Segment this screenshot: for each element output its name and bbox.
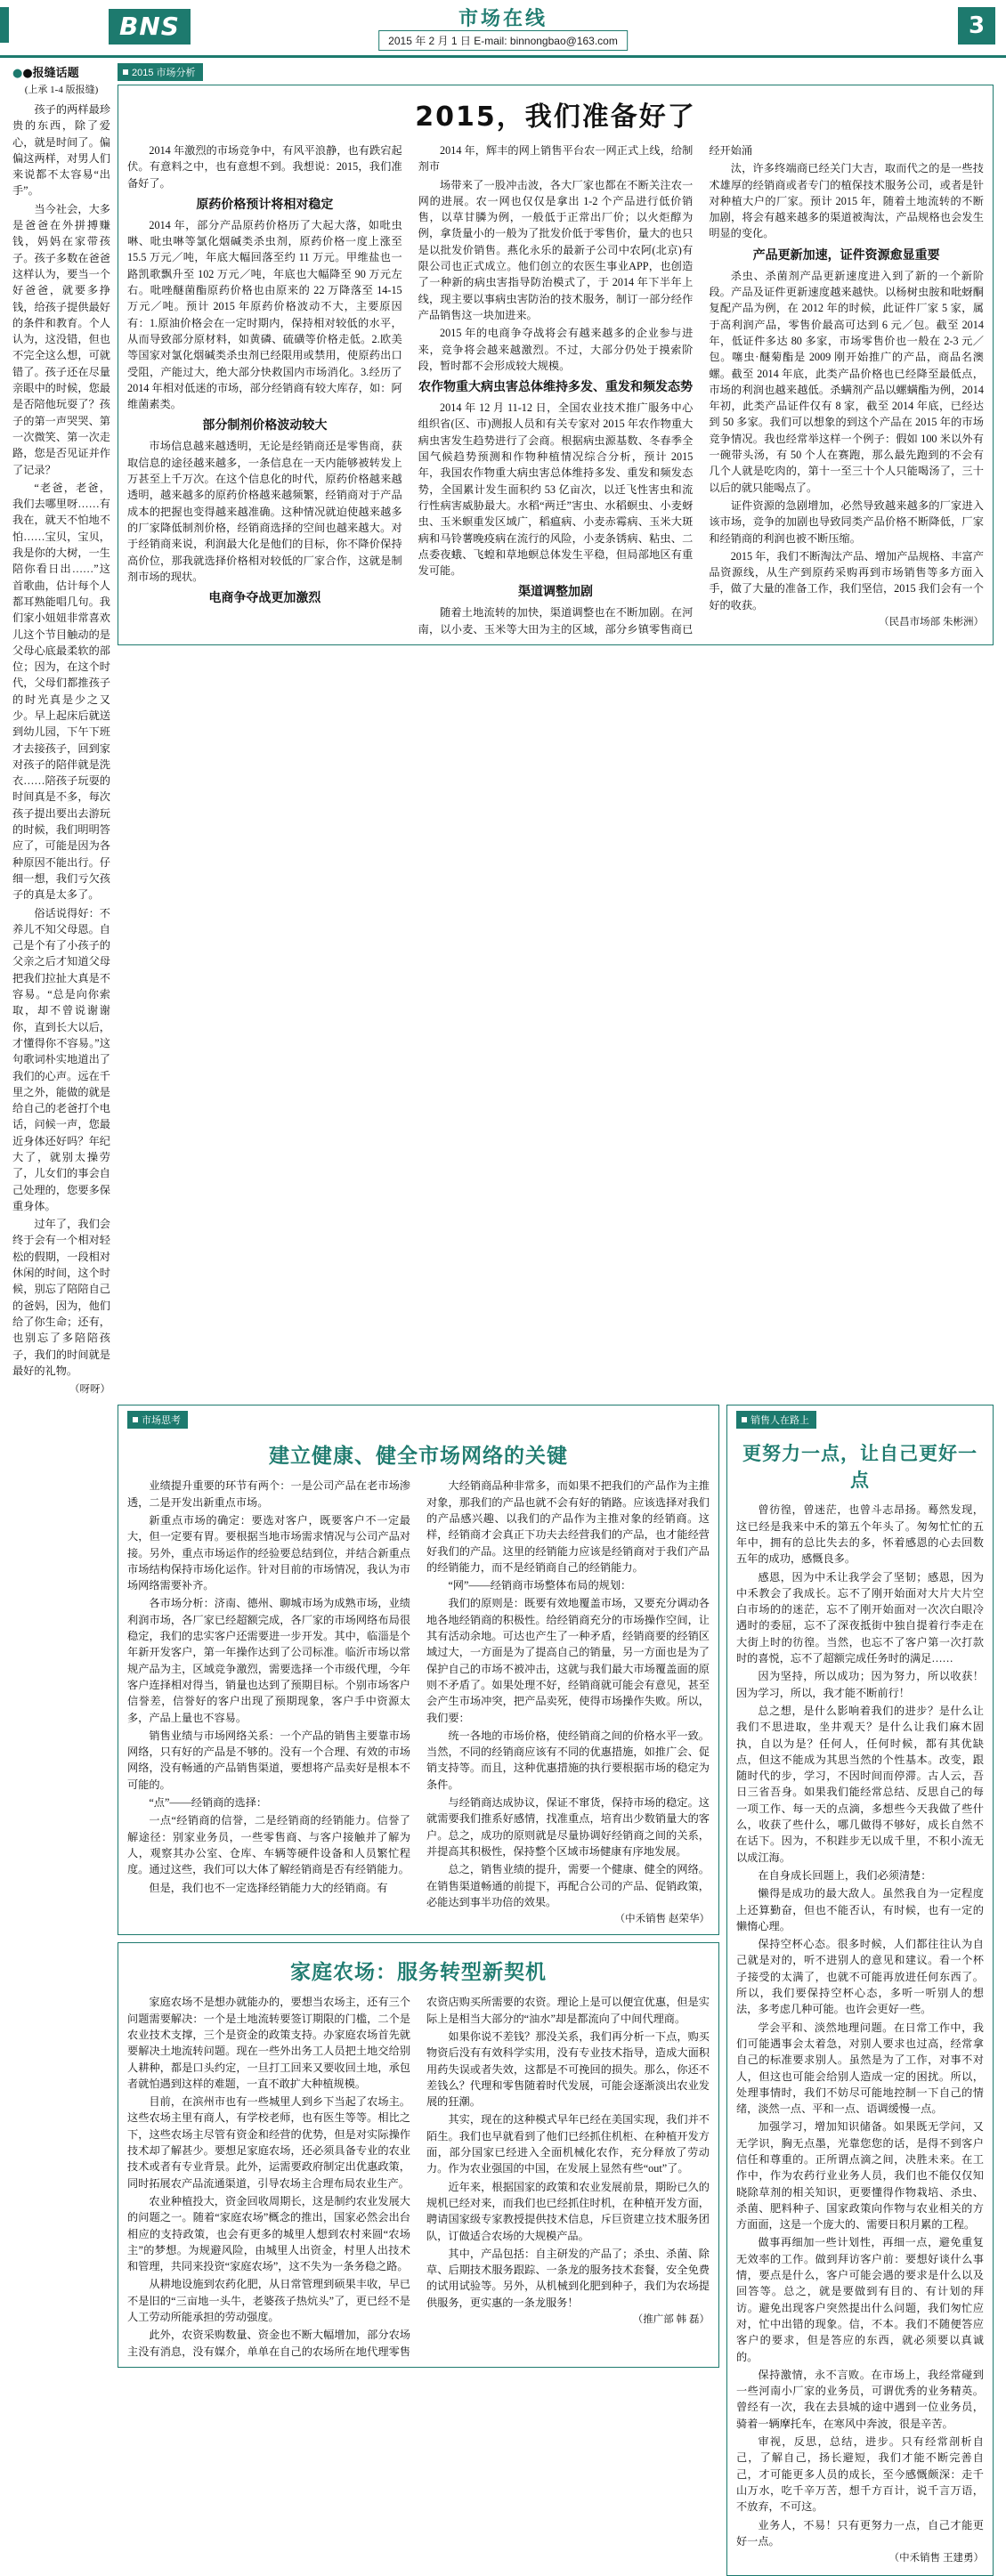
article-sales-label bbox=[736, 1411, 816, 1429]
lower-area bbox=[12, 1405, 994, 2576]
paragraph: 2015 年，我们不断淘汰产品、增加产品规格、丰富产品资源线，从生产到原药采购再到市场销售等多方面入手，做了大量的准备工作，我们坚信，2015 我们会有一个好的收获。 bbox=[709, 549, 984, 612]
subheading: 电商争夺战更加激烈 bbox=[208, 591, 321, 606]
paragraph: 销售业绩与市场网络关系：一个产品的销售主要靠市场网络，只有好的产品是不够的。没有一个合理、有效的市场网络，没有畅通的产品销售渠道，要想将产品卖好是根本不可能的。 bbox=[127, 1729, 410, 1791]
paragraph: 与经销商达成协议，保证不窜货，保持市场的稳定。这就需要我们推系好感情，找准重点，培育出少数销量大的客户。总之，成功的原则就是尽量协调好经销商之间的关系，并提高其积极性，保持整个区域市场健康有序地发展。 bbox=[426, 1796, 710, 1858]
paragraph: 学会平和、淡然地理问题。在日常工作中，我们可能遇事会太着急，对别人要求也过高，经常拿自己的标准要求别人。虽然是为了工作，对事不对人，但这也可能会给别人造成一定的困扰。所以，处理事情时，我们不妨尽可能地控制一下自己的情绪，淡然一点、平和一点、语调缓慢一点。 bbox=[736, 2021, 984, 2116]
paragraph: 证件资源的急剧增加，必然导致越来越多的厂家进入该市场，竞争的加剧也导致同类产品价格不断降低，厂家和经销商的利润也被不断压缩。 bbox=[709, 498, 984, 545]
paragraph: “网”——经销商市场整体布局的规划： bbox=[448, 1579, 632, 1592]
paragraph: 但是，我们也不一定选择经销能力大的经销商。有 bbox=[149, 1881, 388, 1894]
paragraph: 近年来，根据国家的政策和农业发展前景，期盼已久的规机已经对来，而我们也已经抓住时机，在种植开发方面，聘请国家级专家教授提供技术信息，斥巨资建立技术服务团队，订做适合农场的大规模产品。 bbox=[426, 2180, 710, 2242]
article-gap bbox=[118, 1935, 719, 1942]
paragraph: 总之，销售业绩的提升，需要一个健康、健全的网络。在销售渠道畅通的前提下，再配合公司的产品、促销政策，必能达到事半功倍的效果。 bbox=[426, 1863, 710, 1908]
article-sales-body bbox=[736, 1502, 984, 2566]
article-network-label bbox=[127, 1411, 188, 1429]
bullet-dot-icon: ● bbox=[12, 67, 23, 80]
side-column-label-text: ●报缝话题 bbox=[22, 67, 79, 80]
paragraph: 因为坚持，所以成功；因为努力，所以收获！因为学习，所以，我才能不断前行！ bbox=[736, 1670, 984, 1699]
paragraph: 业绩提升重要的环节有两个：一是公司产品在老市场渗透，二是开发出新重点市场。 bbox=[127, 1479, 410, 1509]
paragraph: 各市场分析：济南、德州、聊城市场为成熟市场，业绩利润市场，各厂家已经超额完成，各厂家的市场网络布局很稳定，我们的忠实客户还需要进一步开发。其中，临淄是个年新开发客户，第一年操作达到了公司标准。临沂市场以常规产品为主，区域竞争激烈，需要选择一个市级代理，今年客户连择相对得当，销量也达到了预期目标。个别市场客户信誉差，信誉好的客户出现了预期现象，客户手中资源太多，产品上量也不容易。 bbox=[127, 1597, 410, 1724]
side-column-label bbox=[12, 63, 110, 80]
paragraph: 随着土地流转的加快，渠道调整也在不断加剧。在河南，以小麦、玉米等大田为主的区域，部分乡镇零售商已经开始涌 bbox=[418, 144, 753, 636]
side-column bbox=[12, 63, 110, 1397]
paragraph: 市场信息越来越透明，无论是经销商还是零售商，获取信息的途径越来越多，一条信息在一天内能够被转发上万甚至上千万次。在这个信息化的时代，原药价格越来越透明，越来越多的原药价格越来越频繁，经销商对于产品成本的把握也变得越来越准确。这种情况就迫使越来越多的厂家降低制剂价格，经销商选择的空间也越来越大。对于经销商来说，利润最大化是他们的目标，你不降价保持高价位，那我就选择价格相对较低的厂家合作，这就是制剂市场的现状。 bbox=[127, 440, 402, 583]
paragraph: 新重点市场的确定：要选对客户，既要客户不一定最大，但一定要有胃。要根据当地市场需求情况与公司产品对接。另外，重点市场运作的经验要总结到位，并结合新重点市场结构保持市场化运作。针对目前的市场情况，我认为市场网络需要补齐。 bbox=[127, 1514, 410, 1592]
side-column-body bbox=[12, 101, 110, 1397]
subheading: 产品更新加速，证件资源愈显重要 bbox=[752, 247, 940, 263]
main-article-byline: （民昌市场部 朱彬洲） bbox=[879, 617, 984, 628]
paragraph: “点”——经销商的选择： bbox=[149, 1796, 268, 1810]
paragraph: 过年了，我们会终于会有一个相对轻松的假期，一段相对休闲的时间，这个时候，别忘了陪陪自己的爸妈，因为，他们给了你生命；还有，也别忘了多陪陪孩子，我们的时间就是最好的礼物。 bbox=[12, 1218, 110, 1377]
paragraph: 做事再细加一些计划性，再细一点，避免重复无效率的工作。做到拜访客户前：要想好谈什么事情，要点是什么，客户可能会遇的要求是什么以及回答等。总之，就是要做到有目的、有计划的拜访。避免出现客户突然提出什么问题，我们匆忙应对，忙中出错的现象。信，不本。我们不随便答应客户的要求，但是答应的东西，就必须要以真诚的。 bbox=[736, 2236, 984, 2363]
paragraph: 感恩，因为中禾让我学会了坚韧；感恩，因为中禾教会了我成长。忘不了刚开始面对大片大片空白市场的的迷茫，忘不了刚开始面对一次次白眼冷遇时的委屈，忘不了深夜抵街中独自提着行李走在大街上时的彷徨。当然，也忘不了客户第一次打款时的喜悦，忘不了超额完成任务时的满足…… bbox=[736, 1570, 984, 1665]
paragraph: 场带来了一股冲击波，各大厂家也都在不断关注农一网的进展。农一网也仅仅是拿出 1-2 个产品进行低价销售，以草甘膦为例，一般低于正常出厂价；以火炬醇为例，拿货量小的一般为了批发价低于零售价，量大的也只是以批发价销售。燕化永乐的最新子公司中农阿(北京)有限公司也正式成立。他们创立的农医生事业APP，也创造了一种新的病虫害指导防治模式了，于 2014 年下半年上线，现主要以事病虫害防治的技术服务，制订一部分经作产品销售这一块加进来。 bbox=[418, 178, 694, 321]
paragraph: 审视，反思，总结，进步。只有经常剖析自己，了解自己，扬长避短，我们才能不断完善自己，才可能更多人员的成长，至今感慨颇深：走千山万水，吃千辛万苦，想千方百计，说千言万语，不放弃，不可这。 bbox=[736, 2435, 984, 2514]
side-column-note: (上承 1-4 版报缝) bbox=[24, 85, 99, 95]
page-body bbox=[0, 58, 1006, 2576]
paragraph: 从耕地设施到农药化肥，从日常管理到硕果丰收，早已不是旧的“三亩地一头牛，老婆孩子热炕头”了，更已经不是人工劳动所能承担的劳动强度。 bbox=[127, 2278, 410, 2324]
paragraph: 家庭农场不是想办就能办的，要想当农场主，还有三个问题需要解决：一个是土地流转要签订期限的门槛，二个是农业技术支撑，三个是资金的政策支持。办家庭农场首先就要解决土地流转问题。现在一些外出务工人员把土地交给别人耕种，都是口头约定，一旦打工回来又要收回土地，承包者就怕遇到这样的难题，一直不敢扩大种植规模。 bbox=[127, 1996, 410, 2090]
article-network-label-text: 市场思考 bbox=[142, 1415, 181, 1427]
section-title: 市场在线 bbox=[458, 8, 548, 30]
article-network-byline: （中禾销售 赵荣华） bbox=[614, 1914, 710, 1925]
paragraph: 2014 年 12 月 11-12 日，全国农业技术推广服务中心组织省(区、市)测报人员和有关专家对 2015 年农作物重大病虫害发生趋势进行了会商。根据病虫源基数、冬春季全国气候趋势预测和作物种植情况综合分析，预计 2015 年，我国农作物重大病虫害总体维持多发、重发和频发态势，全国累计发生面积约 53 亿亩次，以迁飞性害虫和流行性病害威胁最大。水稻“两迁”害虫、水稻螟虫、小麦蚜虫、玉米螟重发区域广，稻瘟病、小麦赤霉病、玉米大斑病和马铃薯晚疫病在流行的风险，小麦条锈病、粘虫、二点委夜蛾、飞蝗和草地螟总体发生平稳，但局部地区有重发可能。 bbox=[418, 401, 694, 578]
main-article bbox=[118, 63, 994, 1397]
subheading: 农作物重大病虫害总体维持多发、重发和频发态势 bbox=[418, 380, 693, 395]
main-article-columns bbox=[127, 142, 984, 637]
article-network bbox=[118, 1405, 719, 1935]
paragraph: 保持激情，永不言败。在市场上，我经常碰到一些河南小厂家的业务员，可谓优秀的业务精英。曾经有一次，我在去县城的途中遇到一位业务员，骑着一辆摩托车，在寒风中奔波，很是辛苦。 bbox=[736, 2368, 984, 2430]
article-sales-title: 更努力一点，让自己更好一点 bbox=[742, 1443, 978, 1492]
subheading: 渠道调整加剧 bbox=[517, 585, 593, 600]
paragraph: 农业种植投大，资金回收周期长，这是制约农业发展大的问题之一。随着“家庭农场”概念的推出，国家必然会出台相应的支持政策，也会有更多的城里人想到农村来圆“农场主”的梦想。为规避风险，由城里人出资金，村里人出技术和管理，共同来投资“家庭农场”，这不失为一条务稳之路。 bbox=[127, 2194, 410, 2273]
square-icon bbox=[123, 69, 128, 75]
paragraph: 当今社会，大多是爸爸在外拼搏赚钱，妈妈在家带孩子。孩子多数在爸爸这样认为，要当一个好爸爸，就要多挣钱，给孩子提供最好的条件和教育。个人认为，这没错，但也不完全这么想，可就错了。孩子还在尽量亲眼中的时候，您最是否陪他玩耍了？孩子的第一声哭哭、第一次微笑、第一次走路，您是否见证并作了记录？ bbox=[12, 202, 110, 476]
article-sales-byline: （中禾销售 王建勇） bbox=[888, 2553, 984, 2564]
paragraph: 统一各地的市场价格，使经销商之间的价格水平一致。当然，不同的经销商应该有不同的优惠措施，如推广会、促销支持等。而且，这种优惠措施的执行要根据市场的稳定为条件。 bbox=[426, 1729, 710, 1791]
paragraph: 2014 年激烈的市场竞争中，有风平浪静，也有跌宕起伏。有意料之中，也有意想不到。我想说：2015，我们准备好了。 bbox=[127, 144, 402, 190]
top-area bbox=[12, 63, 994, 1397]
lower-middle-column bbox=[118, 1405, 719, 2576]
square-icon bbox=[133, 1417, 138, 1422]
paragraph: 杀虫、杀菌剂产品更新速度进入到了新的一个新阶段。产品及证件更新速度越来越快。以杨树虫胺和吡蚜酮复配产品为例，在 2012 年的时候，此证件厂家 5 家，属于高利润产品，零售价最高可达到 6 元／包。截至 2014 年，低证件多达 80 多家，市场零售价也一般在 2-3 元／包。噻虫·醚菊酯是 2009 刚开始推广的产品，商品名澳螺。截至 2014 年底，此类产品价格也已经降至最低点，市场的利润也越来越低。杀螨剂产品以螺螨酯为例，2014 年初，此类产品证件仅有 8 家，截至 2014 年底，已经达到 50 多家。我们可以想象的到这个产品在 2015 年的市场竞争情况。我也经常举这样一个例子：假如 100 米以外有一碗带头汤，有 50 个人在赛跑，那么最先跑到的不会有几个人就是吃肉的，第十一至三十个人只能喝汤了，三十以后的就只能喝点了。 bbox=[709, 269, 984, 494]
paragraph: 2015 年的电商争夺战将会有越来越多的企业参与进来，竞争将会越来越激烈。不过，大部分仍处于摸索阶段，暂时都不会形成较大规模。 bbox=[418, 327, 694, 372]
paragraph: 一点“经销商的信誉，二是经销商的经销能力。信誉了解途径：别家业务员，一些零售商、与客户接触并了解为人，观察其办公室、仓库、车辆等硬件设备和人员繁忙程度。通过这些，我们可以大体了解经销商是否有经销能力。 bbox=[127, 1814, 410, 1876]
article-sales-label-text: 销售人在路上 bbox=[750, 1415, 809, 1427]
main-article-box bbox=[118, 85, 994, 645]
main-article-label bbox=[118, 63, 203, 81]
paragraph: 2014 年，辉丰的网上销售平台农一网正式上线，给制剂市 bbox=[418, 144, 694, 174]
article-sales bbox=[726, 1405, 994, 2576]
paragraph: “老爸，老爸，我们去哪里呀……有我在，就天不怕地不怕……宝贝，宝贝，我是你的大树，一生陪你看日出……”这首歌曲，估计每个人都耳熟能唱几句。我们家小妞妞非常喜欢儿这个节目触动的是父母心底最柔软的部位；因为，在这个时代，父母们都推孩子的时光真是少之又少。早上起床后就送到幼儿园，下午下班才去接孩子，回到家对孩子的陪伴就是洗衣……陪孩子玩耍的时间真是不多，每次孩子提出要出去游玩的时候，我们明明答应了，可能是因为各种原因不能出行。仔细一想，我们亏欠孩子的真是太多了。 bbox=[12, 481, 110, 902]
article-network-title: 建立健康、健全市场网络的关键 bbox=[269, 1445, 568, 1469]
paragraph: 懒得是成功的最大敌人。虽然我自为一定程度上还算勤奋，但也不能否认，有时候，也有一定的懒惰心理。 bbox=[736, 1887, 984, 1932]
paragraph: 大经销商品种非常多，而如果不把我们的产品作为主推对象，那我们的产品也就不会有好的销路。应该选择对我们的产品感兴趣、以我们的产品作为主推对象的经销商。这样，经销商才会真正下功夫去经营我们的产品，也才能经营好我们的产品。这里的经销能力应该是经销商对于我们产品的经销能力，而不是经销商自己的经销能力。 bbox=[426, 1479, 710, 1574]
paragraph: 汰，许多终端商已经关门大吉，取而代之的是一些技术雄厚的经销商或者专门的植保技术服务公司，或者是针对种植大户的厂家。预计 2015 年，随着土地流转的不断加剧，将会有越来越多的渠道被淘汰，产品规格也会发生明显的变化。 bbox=[709, 162, 984, 240]
square-icon bbox=[742, 1417, 747, 1422]
main-headline: 2015，我们准备好了 bbox=[415, 101, 696, 133]
paragraph: 孩子的两样最珍贵的东西，除了爱心，就是时间了。偏偏这两样，对男人们来说都不太容易“出手”。 bbox=[12, 103, 110, 198]
subheading: 部分制剂价格波动较大 bbox=[202, 418, 328, 433]
paragraph: 目前，在滨州市也有一些城里人到乡下当起了农场主。这些农场主里有商人，有学校老师，也有医生等等。相比之下，这些农场主尽管有资金和经营的优势，但是对实际操作技术却了解甚少。要想足家庭农场，还必须具备专业的农业技术或者有专业背景。此外，运需要政府制定出优惠政策，同时拓展农产品流通渠道，引导农场主合理布局农业生产。 bbox=[127, 2095, 410, 2190]
newspaper-logo: BNS bbox=[109, 9, 191, 45]
lower-left-spacer bbox=[12, 1405, 110, 2576]
paragraph: 此外，农资采购数量、资金也不断大幅增加，部分农场主没有消息，没有媒介，单单在自己的农场所在地代理零售农资店购买所需要的农资。理论上是可以便宜优惠，但是实际上是相当大部分的“油水”却是都流向了中间代理商。 bbox=[127, 1996, 710, 2358]
paragraph: 保持空杯心态。很多时候，人们都往往认为自己就是对的，听不进别人的意见和建议。看一个杯子接受的太满了，也就不可能再放进任何东西了。所以，我们要保持空杯心态，多听一听别人的想法，多考虑几种可能。也许会更好一些。 bbox=[736, 1938, 984, 2016]
paragraph: 俗话说得好：不养儿不知父母恩。自己是个有了小孩子的父亲之后才知道父母把我们拉扯大真是不容易。“总是向你索取，却不曾说谢谢你，直到长大以后，才懂得你不容易。”这句歌词朴实地道出了我们的心声。远在千里之外，能做的就是给自己的老爸打个电话，问候一声，您最近身体还好吗？年纪大了，就别太操劳了，儿女们的事会自己处理的，您要多保重身体。 bbox=[12, 906, 110, 1212]
main-article-label-text: 2015 市场分析 bbox=[132, 68, 196, 78]
subheading: 原药价格预计将相对稳定 bbox=[196, 197, 334, 212]
paragraph: 我们的原则是：既要有效地覆盖市场，又要充分调动各地各地经销商的积极性。给经销商充分的市场操作空间，让其有活动余地。可达也产生了一种矛盾，经销商要的经销区域过大，一方面是为了提高自己的销量，另一方面也是为了保护自己的市场不被冲击，这就与我们最大市场覆盖面的原则不矛盾了。如果处理不好，经销商就可能会有意见，甚至会产生市场冲突，把产品卖死，使得市场操作失败。所以，我们要： bbox=[426, 1597, 710, 1724]
paragraph: 其中，产品包括：自主研发的产品了；杀虫、杀菌、除草、后期技术服务跟踪、一条龙的服务技术套餐，安全免费的试用试验等。另外，从机械到化肥到种子，我们为农场提供服务，更实惠的一条龙服务！ bbox=[426, 2247, 710, 2309]
paragraph: 总之想，是什么影响着我们的进步？是什么让我们不思进取，坐井观天？是什么让我们麻木固执，自以为是？任何人，任何时候，都有其优缺点，但这不能成为其思当然的个性基本。改变，跟随时代的步，学习，不因时间而停滞。古人云，吾日三省吾身。如果我们能经常总结、反思自己的每一项工作、每一天的点滴，多想些今天我做了些什么，收获了些什么，哪几做得不够好，成长自然不在话下。因为，不积跬步无以成千里，不积小流无以成江海。 bbox=[736, 1704, 984, 1864]
paragraph: 在自身成长回题上，我们必须清楚： bbox=[758, 1868, 932, 1882]
issue-info: 2015 年 2 月 1 日 E-mail: binnongbao@163.com bbox=[378, 30, 628, 51]
masthead bbox=[0, 0, 1006, 58]
side-column-signature: （呀呀） bbox=[69, 1384, 110, 1396]
article-network-body bbox=[127, 1478, 710, 1927]
article-farm-body bbox=[127, 1994, 710, 2360]
paragraph: 业务人，不易！只有更努力一点，自己才能更好一点。 bbox=[736, 2518, 984, 2548]
article-farm bbox=[118, 1942, 719, 2368]
paragraph: 加强学习，增加知识储备。如果既无学问，又无学识，胸无点墨，光靠您您的话，是得不到客户信任和尊重的。正所谓点滴之间，决胜未来。在工作中，作为农药行业业务人员，我们也不能仅仅知晓除草剂的相关知识，更要懂得作物栽培、杀虫、杀菌、肥料种子、国家政策向作物与农业相关的方方面面，这是一个庞大的、需要日积月累的工程。 bbox=[736, 2120, 984, 2232]
article-farm-title: 家庭农场：服务转型新契机 bbox=[290, 1961, 547, 1985]
article-farm-byline: （推广部 韩 磊） bbox=[632, 2314, 710, 2326]
paragraph: 2014 年，部分产品原药价格历了大起大落，如吡虫啉、吡虫啉等氯化烟碱类杀虫剂，原药价格一度上涨至 15.5 万元／吨，年底大幅回落至约 11 万元。甲维盐也一路凯歌飘升至 102 万元／吨，年底也大幅降至 90 万元左右。吡唑醚菌酯原药价格也由原来的 22 万降落至 14-15 万元／吨。预计 2015 年原药价格波动不大，主要原因有：1.原油价格会在一定时期内，保持相对较低的水平，从而导致部分原材料，如黄磷、硫磺等价格走低。2.欧美等国家对氯化烟碱类杀虫剂已经限用或禁用，使原药出口受阻，产能过大，绝大部分快救国内市场消化。3.经历了 2014 年相对低迷的市场，部分经销商有较大库存，如：阿维菌素类。 bbox=[127, 218, 402, 411]
page-number: 3 bbox=[958, 7, 995, 45]
paragraph: 曾彷徨，曾迷茫，也曾斗志昂扬。蓦然发现，这已经是我来中禾的第五个年头了。匆匆忙忙的五年中，拥有的总比失去的多，怀着感恩的心去回数五年的成功，感慨良多。 bbox=[736, 1503, 984, 1566]
paragraph: 如果你说不差钱？那没关系，我们再分析一下点，购买物资后没有有效科学实用，没有专业技术指导，造成大面积用药失误或者失效，这都是不可挽回的损失。那么，你还不差钱么？代理和零售随着时代发展，可能会逐渐淡出农业发展的狂潮。 bbox=[426, 2029, 710, 2109]
paragraph: 其实，现在的这种模式早年已经在美国实现，我们并不陌生。我们也早就看到了他们已经抓住机柜、在种植开发方面，部分国家已经进入全面机械化农作，充分释放了劳动力。作为农业强国的中国，在发展上显然有些“out”了。 bbox=[426, 2113, 710, 2175]
